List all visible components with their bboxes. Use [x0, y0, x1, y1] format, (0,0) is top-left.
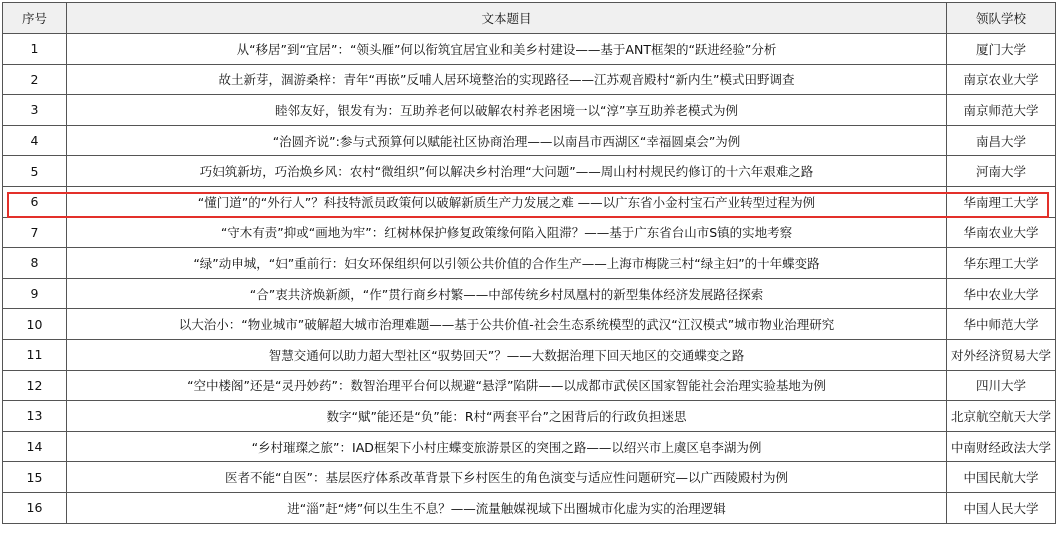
- row-title: “合”衷共济焕新颜，“作”贯行商乡村繁——中部传统乡村凤凰村的新型集体经济发展路径探索: [67, 278, 947, 309]
- row-school: 河南大学: [947, 156, 1056, 187]
- table-row: [3, 34, 1056, 65]
- row-title: “绿”动申城，“妇”重前行：妇女环保组织何以引领公共价值的合作生产——上海市梅陇三村“绿主妇”的十年蝶变路: [67, 248, 947, 279]
- row-title: “空中楼阁”还是“灵丹妙药”：数智治理平台何以规避“悬浮”陷阱——以成都市武侯区国家智能社会治理实验基地为例: [67, 370, 947, 401]
- row-index: 5: [3, 156, 67, 187]
- row-school: 南昌大学: [947, 125, 1056, 156]
- row-school: 中国民航大学: [947, 462, 1056, 493]
- row-index: 15: [3, 462, 67, 493]
- row-school: 对外经济贸易大学: [947, 339, 1056, 370]
- row-title: 进“淄”赶“烤”何以生生不息？——流量触媒视域下出圈城市化虚为实的治理逻辑: [67, 492, 947, 523]
- row-index: 3: [3, 95, 67, 126]
- table-row: [3, 339, 1056, 370]
- header-index: 序号: [3, 3, 67, 34]
- row-title: 医者不能“自医”：基层医疗体系改革背景下乡村医生的角色演变与适应性问题研究—以广西陵殿村为例: [67, 462, 947, 493]
- row-title: 以大治小：“物业城市”破解超大城市治理难题——基于公共价值-社会生态系统模型的武汉“江汉模式”城市物业治理研究: [67, 309, 947, 340]
- row-school: 四川大学: [947, 370, 1056, 401]
- table-row: [3, 401, 1056, 432]
- table-header-row: [3, 3, 1056, 34]
- row-title: “治圆齐说”:参与式预算何以赋能社区协商治理——以南昌市西湖区“幸福圆桌会”为例: [67, 125, 947, 156]
- row-school: 北京航空航天大学: [947, 401, 1056, 432]
- row-index: 2: [3, 64, 67, 95]
- row-title: 数字“赋”能还是“负”能：R村“两套平台”之困背后的行政负担迷思: [67, 401, 947, 432]
- table-row: [3, 462, 1056, 493]
- row-index: 14: [3, 431, 67, 462]
- table-row: [3, 492, 1056, 523]
- table-row: [3, 125, 1056, 156]
- table-row: [3, 156, 1056, 187]
- row-title: 巧妇筑新坊，巧治焕乡风：农村“微组织”何以解决乡村治理“大问题”——周山村村规民约修订的十六年艰难之路: [67, 156, 947, 187]
- row-index: 1: [3, 34, 67, 65]
- row-index: 8: [3, 248, 67, 279]
- row-index: 6: [3, 186, 67, 217]
- row-index: 13: [3, 401, 67, 432]
- table-row: [3, 370, 1056, 401]
- row-school: 南京师范大学: [947, 95, 1056, 126]
- table-row: [3, 248, 1056, 279]
- row-index: 10: [3, 309, 67, 340]
- table-row: [3, 186, 1056, 217]
- table-row: [3, 431, 1056, 462]
- row-school: 厦门大学: [947, 34, 1056, 65]
- award-table: [2, 2, 1056, 524]
- table-row: [3, 217, 1056, 248]
- row-title: 智慧交通何以助力超大型社区“驭势回天”？——大数据治理下回天地区的交通蝶变之路: [67, 339, 947, 370]
- row-title: “懂门道”的“外行人”？科技特派员政策何以破解新质生产力发展之难 ——以广东省小金村宝石产业转型过程为例: [67, 186, 947, 217]
- row-school: 华中农业大学: [947, 278, 1056, 309]
- row-title: “乡村璀璨之旅”：IAD框架下小村庄蝶变旅游景区的突围之路——以绍兴市上虞区皂李湖为例: [67, 431, 947, 462]
- header-school: 领队学校: [947, 3, 1056, 34]
- table-row: [3, 95, 1056, 126]
- row-index: 16: [3, 492, 67, 523]
- row-index: 11: [3, 339, 67, 370]
- row-school: 中国人民大学: [947, 492, 1056, 523]
- table-row: [3, 309, 1056, 340]
- row-school: 南京农业大学: [947, 64, 1056, 95]
- row-school: 华南农业大学: [947, 217, 1056, 248]
- header-title: 文本题目: [67, 3, 947, 34]
- row-school: 华东理工大学: [947, 248, 1056, 279]
- row-index: 7: [3, 217, 67, 248]
- row-index: 4: [3, 125, 67, 156]
- row-title: “守木有责”抑或“画地为牢”：红树林保护修复政策缘何陷入阻滞？——基于广东省台山市S镇的实地考察: [67, 217, 947, 248]
- row-index: 9: [3, 278, 67, 309]
- row-title: 睦邻友好，银发有为：互助养老何以破解农村养老困境一以“淳”享互助养老模式为例: [67, 95, 947, 126]
- table-row: [3, 64, 1056, 95]
- row-title: 故土新芽，涸游桑梓：青年“再嵌”反哺人居环境整治的实现路径——江苏观音殿村“新内生”模式田野调查: [67, 64, 947, 95]
- row-title: 从“移居”到“宜居”：“领头雁”何以衔筑宜居宜业和美乡村建设——基于ANT框架的“跃进经验”分析: [67, 34, 947, 65]
- row-school: 华南理工大学: [947, 186, 1056, 217]
- row-school: 华中师范大学: [947, 309, 1056, 340]
- row-school: 中南财经政法大学: [947, 431, 1056, 462]
- row-index: 12: [3, 370, 67, 401]
- table-row: [3, 278, 1056, 309]
